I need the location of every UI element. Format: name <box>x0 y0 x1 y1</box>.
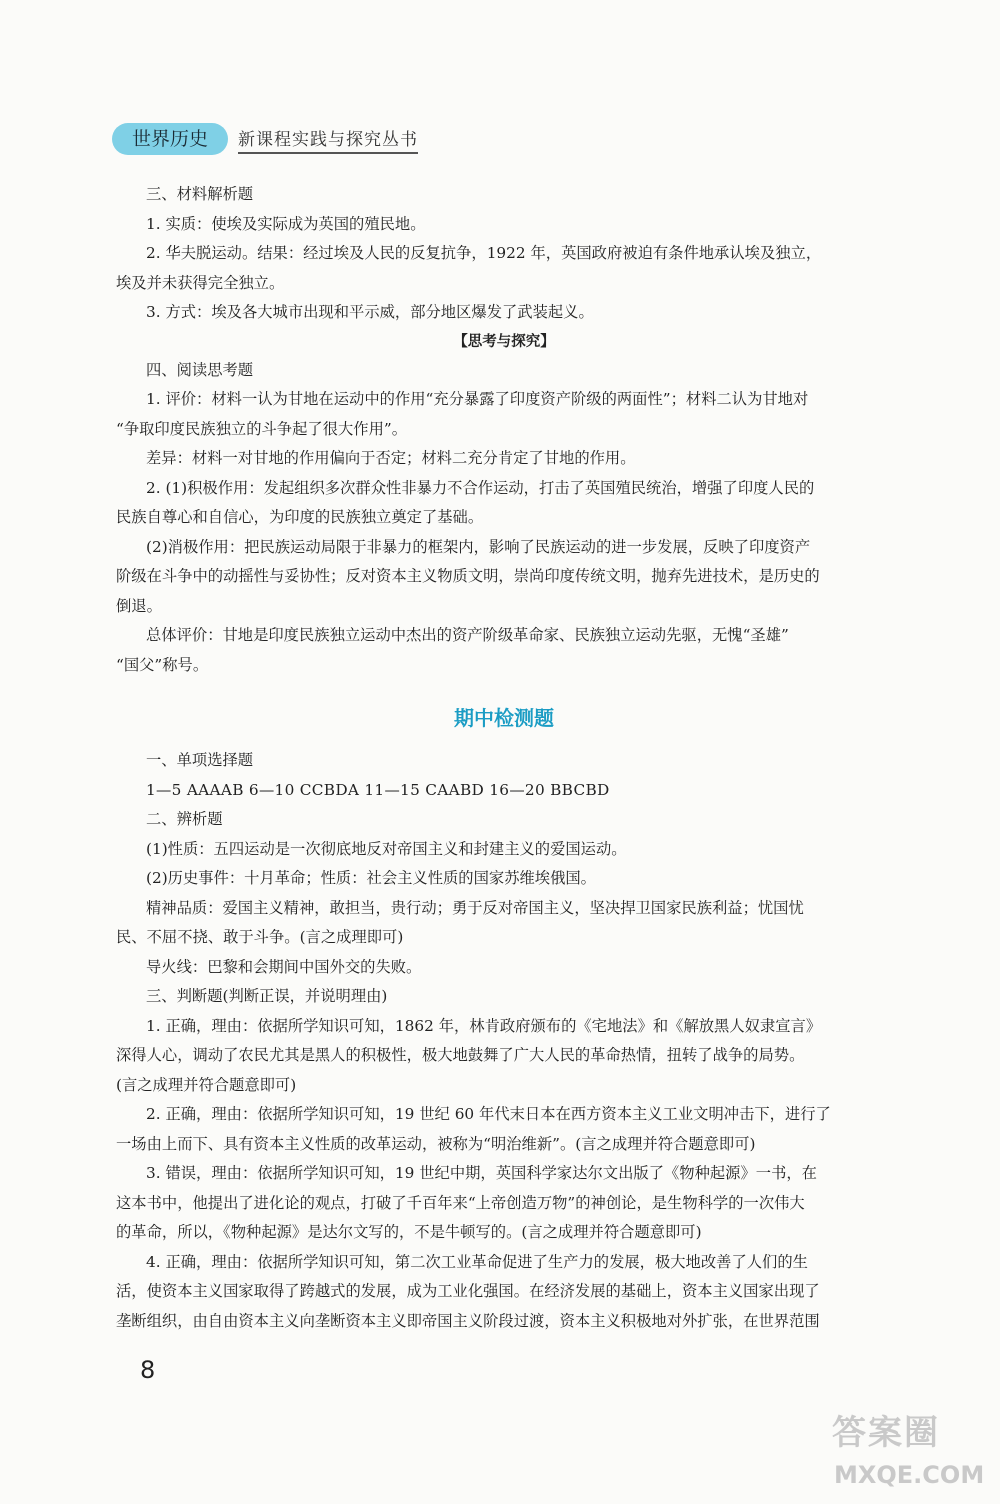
text-line: 2. 华夫脱运动。结果：经过埃及人民的反复抗争，1922 年，英国政府被迫有条件地承认埃及独立， <box>146 244 822 262</box>
text-line: 民、不屈不挠、敢于斗争。(言之成理即可) <box>116 928 404 946</box>
text-line: 深得人心，调动了农民尤其是黑人的积极性，极大地鼓舞了广大人民的革命热情，扭转了战争的局势。 <box>116 1046 805 1064</box>
text-line: 这本书中，他提出了进化论的观点，打破了千百年来“上帝创造万物”的神创论，是生物科学的一次伟大 <box>116 1193 805 1212</box>
watermark-url: MXQE.COM <box>834 1461 985 1489</box>
text-line: 三、材料解析题 <box>146 185 254 203</box>
text-line: 1—5 AAAAB 6—10 CCBDA 11—15 CAABD 16—20 BBCBD <box>146 780 610 799</box>
text-line: “国父”称号。 <box>116 655 209 674</box>
subject-badge: 世界历史 <box>112 123 228 155</box>
page-header <box>112 122 418 156</box>
text-line: 1. 评价：材料一认为甘地在运动中的作用“充分暴露了印度资产阶级的两面性”；材料二认为甘地对 <box>146 390 809 408</box>
text-line: 的革命，所以，《物种起源》是达尔文写的，不是牛顿写的。(言之成理并符合题意即可) <box>116 1223 702 1241</box>
text-line: 二、辨析题 <box>146 810 223 828</box>
text-line: 一场由上而下、具有资本主义性质的改革运动，被称为“明治维新”。(言之成理并符合题意即可) <box>116 1134 756 1153</box>
text-line: 三、判断题(判断正误，并说明理由) <box>146 987 388 1005</box>
text-line: 导火线：巴黎和会期间中国外交的失败。 <box>146 957 422 976</box>
text-line: 2. (1)积极作用：发起组织多次群众性非暴力不合作运动，打击了英国殖民统治，增强了印度人民的 <box>146 478 815 497</box>
subsection-heading: 【思考与探究】 <box>453 333 555 350</box>
text-line: 四、阅读思考题 <box>146 360 254 379</box>
text-line: “争取印度民族独立的斗争起了很大作用”。 <box>116 419 407 438</box>
text-line: (2)历史事件：十月革命；性质：社会主义性质的国家苏维埃俄国。 <box>146 869 596 887</box>
text-line: (言之成理并符合题意即可) <box>116 1075 297 1094</box>
watermark-logo <box>832 1405 985 1500</box>
text-line: 民族自尊心和自信心，为印度的民族独立奠定了基础。 <box>116 508 484 526</box>
text-line: 阶级在斗争中的动摇性与妥协性；反对资本主义物质文明，崇尚印度传统文明，抛弃先进技术，是历史的 <box>116 567 820 585</box>
text-line: 垄断组织，由自由资本主义向垄断资本主义即帝国主义阶段过渡，资本主义积极地对外扩张，在世界范围 <box>116 1311 820 1330</box>
text-line: 4. 正确，理由：依据所学知识可知，第二次工业革命促进了生产力的发展，极大地改善了人们的生 <box>146 1252 808 1271</box>
text-line: (2)消极作用：把民族运动局限于非暴力的框架内，影响了民族运动的进一步发展，反映了印度资产 <box>146 537 811 556</box>
section-title: 期中检测题 <box>454 706 554 730</box>
text-line: 埃及并未获得完全独立。 <box>116 273 285 292</box>
text-line: 倒退。 <box>116 596 162 615</box>
text-line: 1. 实质：使埃及实际成为英国的殖民地。 <box>146 214 426 233</box>
answer-content <box>116 180 892 1336</box>
text-line: (1)性质：五四运动是一次彻底地反对帝国主义和封建主义的爱国运动。 <box>146 839 627 858</box>
text-line: 精神品质：爱国主义精神，敢担当，贵行动；勇于反对帝国主义，坚决捍卫国家民族利益；忧国忧 <box>146 898 804 917</box>
text-line: 活，使资本主义国家取得了跨越式的发展，成为工业化强国。在经济发展的基础上，资本主义国家出现了 <box>116 1282 820 1300</box>
watermark-text: 答案圈 <box>832 1413 940 1453</box>
text-line: 一、单项选择题 <box>146 751 254 769</box>
text-line: 2. 正确，理由：依据所学知识可知，19 世纪 60 年代末日本在西方资本主义工业文明冲击下，进行了 <box>146 1105 831 1123</box>
text-line: 3. 错误，理由：依据所学知识可知，19 世纪中期，英国科学家达尔文出版了《物种起源》一书，在 <box>146 1164 817 1182</box>
series-title: 新课程实践与探究丛书 <box>238 125 418 154</box>
text-line: 差异：材料一对甘地的作用偏向于否定；材料二充分肯定了甘地的作用。 <box>146 449 636 467</box>
page-number: 8 <box>140 1356 156 1384</box>
text-line: 3. 方式：埃及各大城市出现和平示威，部分地区爆发了武装起义。 <box>146 303 594 321</box>
text-line: 总体评价：甘地是印度民族独立运动中杰出的资产阶级革命家、民族独立运动先驱，无愧“圣雄” <box>146 626 789 644</box>
text-line: 1. 正确，理由：依据所学知识可知，1862 年，林肯政府颁布的《宅地法》和《解放黑人奴隶宣言》 <box>146 1016 822 1035</box>
